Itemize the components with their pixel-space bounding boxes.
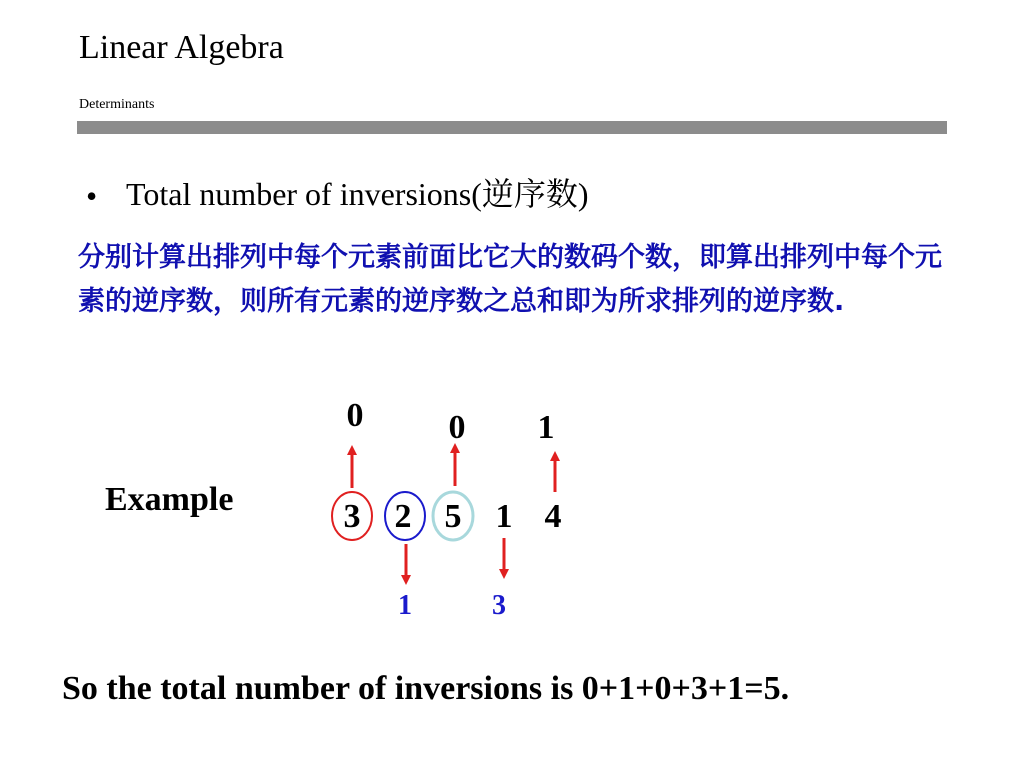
conclusion-text: So the total number of inversions is 0+1+0+3+1=5. <box>62 670 790 707</box>
count-above-digit-5: 0 <box>448 409 466 446</box>
count-above-digit-3: 0 <box>346 397 364 434</box>
bullet-icon: • <box>86 178 98 214</box>
slide-subtitle: Determinants <box>79 97 155 112</box>
chinese-definition-paragraph: 分别计算出排列中每个元素前面比它大的数码个数，即算出排列中每个元素的逆序数，则所有元素的逆序数之总和即为所求排列的逆序数. <box>78 242 942 317</box>
permutation-digit: 5 <box>444 498 462 535</box>
permutation-digit: 2 <box>394 498 412 535</box>
permutation-digit: 4 <box>544 498 562 535</box>
permutation-digit: 3 <box>343 498 361 535</box>
count-below-digit-1: 3 <box>492 590 506 621</box>
slide-title: Linear Algebra <box>79 29 284 66</box>
count-below-digit-2: 1 <box>398 590 412 621</box>
example-label: Example <box>105 481 234 518</box>
bullet-heading: Total number of inversions(逆序数) <box>126 176 589 212</box>
count-above-digit-4: 1 <box>537 409 555 446</box>
permutation-digit: 1 <box>495 498 513 535</box>
